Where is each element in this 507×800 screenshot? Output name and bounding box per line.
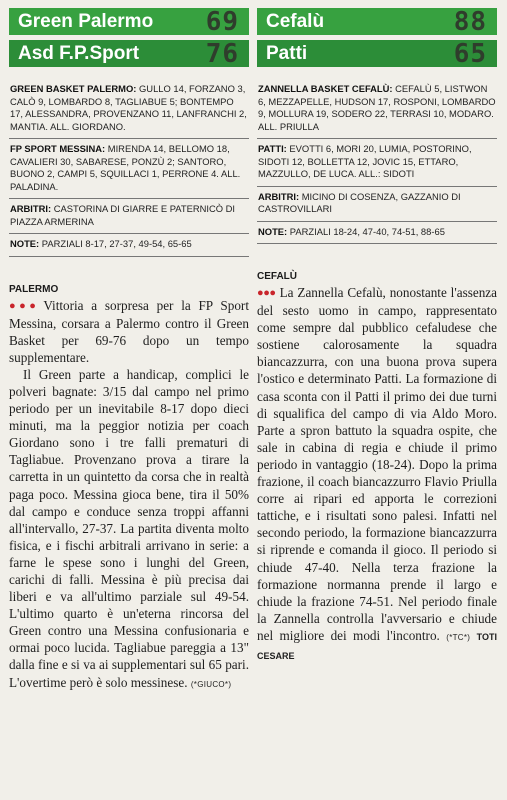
scoreboard-home	[9, 8, 249, 35]
author-name: TOTI CESARE	[257, 631, 497, 661]
box-text: PARZIALI 18-24, 47-40, 74-51, 88-65	[289, 225, 445, 237]
scoreboard-home	[257, 8, 497, 35]
box-text: GULLO 14, FORZANO 3, CALÒ 9, LOMBARDO 8, TAGLIABUE 5; BONTEMPO 17, ALESSANDRA, PROVENZANO 11, LANFRANCHI 2, MANTIA. ALL. GIORDANO.	[10, 83, 247, 132]
box-label: PATTI:	[258, 143, 287, 154]
team-name: Patti	[266, 42, 308, 64]
box-label: ZANNELLA BASKET CEFALÙ:	[258, 83, 393, 94]
right-column	[257, 0, 497, 665]
team-score: 65	[453, 38, 487, 69]
bullet-dots-icon: ●●●	[257, 287, 276, 299]
article-paragraph: ●●● La Zannella Cefalù, nonostante l'assenza del sesto uomo in campo, rappresentato come sempre dal pubblico cefaludese che sostiene calorosamente la squadra biancazzurra, con una buona prova supera l'ostico e determinato Patti. La formazione di casa sconta con il Patti il primo dei due turni di squalifica del campo di via Aldo Moro. Parte a spron battuto la squadra ospite, che sale in cabina di regia e chiude il primo periodo in vantaggio (18-24). Dopo la prima frazione, il coach biancazzurro Flavio Priulla corre ai ripari ed apporta le correzioni tattiche, e i risultati sono palesi. Infatti nel secondo periodo, la formazione biancazzurra si riprende e comanda il gioco. Il periodo si chiude 47-40. Nella terza frazione la formazione normanna prende il largo e chiude la frazione 74-51. Nel periodo finale la Zannella controlla l'avversario e chiude nel migliore dei modi l'incontro. (*TC*) TOTI CESARE	[257, 285, 497, 661]
scoreboard-away	[9, 40, 249, 67]
section-title: CEFALÙ	[257, 271, 297, 282]
article-body	[257, 284, 497, 665]
box-text: MICINO DI COSENZA, GAZZANIO DI CASTROVILLARI	[258, 190, 461, 214]
team-score: 69	[205, 6, 239, 37]
boxscore-home	[257, 79, 497, 139]
signature: (*GIUCO*)	[190, 679, 232, 689]
boxscore-away	[9, 139, 249, 199]
article-body	[9, 297, 249, 693]
left-column	[9, 0, 249, 693]
team-score: 76	[205, 38, 239, 69]
article-paragraph: ●●● Vittoria a sorpresa per la FP Sport Messina, corsara a Palermo contro il Green Basket per 69-76 dopo un tempo supplementare.	[9, 297, 249, 365]
referees	[9, 199, 249, 234]
scoreboard-away	[257, 40, 497, 67]
team-name: Green Palermo	[18, 10, 154, 32]
team-name: Asd F.P.Sport	[18, 42, 140, 64]
box-text: EVOTTI 6, MORI 20, LUMIA, POSTORINO, SIDOTI 12, BOLLETTA 12, JOVIC 15, ETTARO, MAZZULLO, DE LUCA. ALL.: SIDOTI	[258, 143, 472, 179]
boxscore-away	[257, 139, 497, 187]
box-label: GREEN BASKET PALERMO:	[10, 83, 137, 94]
box-label: ARBITRI:	[10, 203, 52, 214]
box-label: FP SPORT MESSINA:	[10, 143, 106, 154]
box-text: MIRENDA 14, BELLOMO 18, CAVALIERI 30, SABARESE, PONZÙ 2; SANTORO, BUONO 2, CAMPI 5, SQUILLACI 1, PERRONE 4. ALL. PALADINA.	[10, 143, 241, 192]
section-title: PALERMO	[9, 283, 59, 295]
box-text: PARZIALI 8-17, 27-37, 49-54, 65-65	[41, 238, 192, 249]
box-label: NOTE:	[258, 225, 288, 237]
team-name: Cefalù	[266, 10, 325, 32]
referees	[257, 187, 497, 222]
box-label: ARBITRI:	[258, 190, 300, 202]
notes	[257, 222, 497, 245]
box-text: CEFALÙ 5, LISTWON 6, MEZZAPELLE, HUDSON 17, ROSPONI, LOMBARDO 9, MOLLURA 19, SODERO 22, TERRASI 10, MODARO. ALL. PRIULLA	[258, 83, 496, 132]
box-text: CASTORINA DI GIARRE E PATERNICÒ DI PIAZZA ARMERINA	[10, 203, 236, 227]
article-paragraph: Il Green parte a handicap, complici le polveri bagnate: 3/15 dal campo nel primo periodo per un inevitabile 8-17 dopo dieci minuti, ma la peggior notizia per coach Giordano sono i tre falli prematuri di Tagliabue. Provenzano prova a tirare la carretta in un quintetto da corsa che in realtà paga poco. Messina gioca bene, tira il 50% dal campo e conduce senza troppi affanni all'intervallo, 27-37. La partita diventa molto fisica, e i fischi arbitrali arrivano in serie: a farne le spese sono i lunghi del Green, carichi di falli. Messina è più precisa dai liberi e va all'ultimo parziale sul 49-54. L'ultimo quarto è un'eterna rincorsa del Green contro una Messina confusionaria e ormai poco lucida. Tagliabue pareggia a 13" dalla fine e si va ai supplementari sul 65 pari. L'overtime però è solo messinese. (*GIUCO*)	[9, 366, 249, 690]
team-score: 88	[453, 6, 487, 37]
notes	[9, 234, 249, 257]
signature: (*TC*)	[446, 632, 471, 642]
bullet-dots-icon: ●●●	[9, 299, 40, 312]
boxscore-home	[9, 79, 249, 139]
box-label: NOTE:	[10, 238, 40, 249]
